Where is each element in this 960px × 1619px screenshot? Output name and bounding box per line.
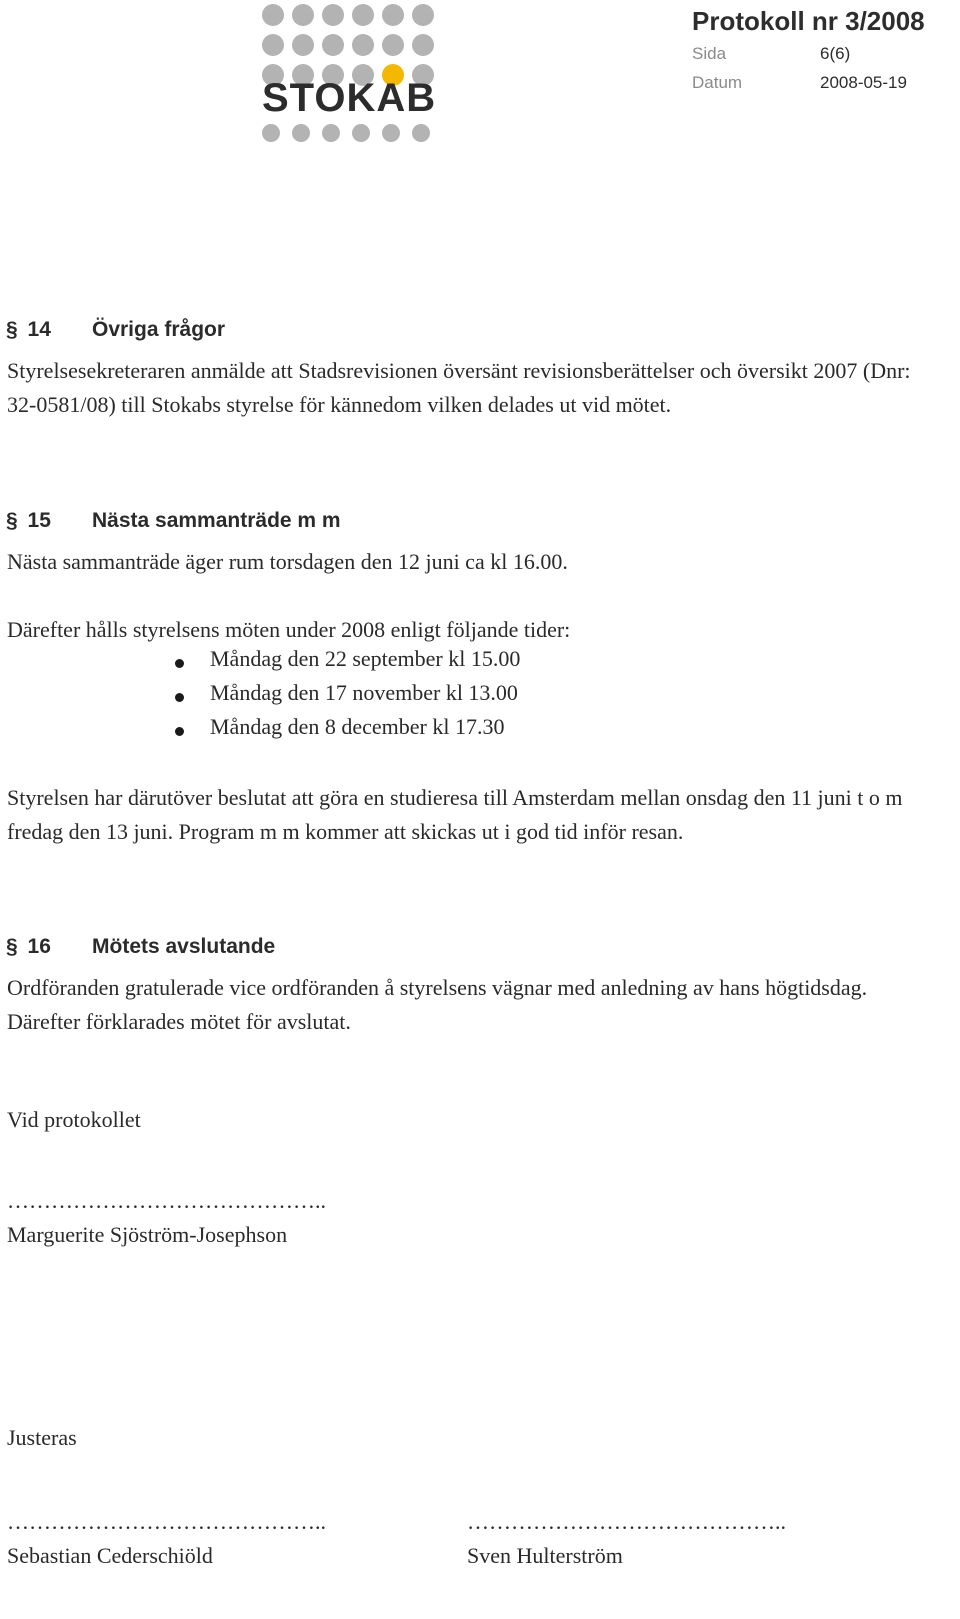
signature-line: …………………………………….. <box>467 1509 786 1534</box>
logo-dot <box>382 34 404 56</box>
adjusters-label: Justeras <box>7 1425 77 1450</box>
bullet-dot <box>175 727 184 736</box>
section-heading <box>6 509 341 533</box>
logo-dot <box>262 4 284 26</box>
section-number: 16 <box>27 935 51 958</box>
list-item: Måndag den 22 september kl 15.00 <box>210 646 521 671</box>
section-paragraph: Styrelsen har därutöver beslutat att göra en studieresa till Amsterdam mellan onsdag den 11 juni t o m fredag den 13 juni. Program m m kommer att skickas ut i god tid inför resan. <box>7 785 903 844</box>
section-paragraph: Därefter hålls styrelsens möten under 2008 enligt följande tider: <box>7 617 571 642</box>
secretary-name: Marguerite Sjöström-Josephson <box>7 1222 288 1247</box>
logo-dot <box>412 4 434 26</box>
logo-dot <box>352 34 374 56</box>
logo-dot <box>262 34 284 56</box>
section-symbol: § <box>6 509 18 532</box>
logo-dot <box>412 34 434 56</box>
section-symbol: § <box>6 935 18 958</box>
signature-line: …………………………………….. <box>7 1509 326 1534</box>
section-title: Nästa sammanträde m m <box>92 509 341 532</box>
section-title: Mötets avslutande <box>92 935 276 958</box>
logo-dot <box>292 4 314 26</box>
section-number: 15 <box>27 509 51 532</box>
logo-wordmark: STOKAB <box>262 76 437 120</box>
logo-dot <box>322 34 344 56</box>
date-label: Datum <box>692 73 743 92</box>
logo-dot <box>262 124 280 142</box>
adjuster-name: Sven Hulterström <box>467 1543 623 1568</box>
bullet-dot <box>175 659 184 668</box>
section-heading <box>6 935 276 959</box>
logo-dot <box>352 124 370 142</box>
section-heading <box>6 318 226 342</box>
date-value: 2008-05-19 <box>820 73 907 92</box>
signature-line: …………………………………….. <box>7 1188 326 1213</box>
logo-dot <box>382 4 404 26</box>
section-paragraph: Nästa sammanträde äger rum torsdagen den 12 juni ca kl 16.00. <box>7 549 568 574</box>
logo-dot <box>292 124 310 142</box>
section-number: 14 <box>27 318 51 341</box>
page-value: 6(6) <box>820 44 851 63</box>
list-item: Måndag den 17 november kl 13.00 <box>210 680 518 705</box>
page-label: Sida <box>692 44 727 63</box>
stokab-logo <box>262 4 437 144</box>
section-paragraph: Styrelsesekreteraren anmälde att Stadsrevisionen översänt revisionsberättelser och översikt 2007 (Dnr: 32-0581/08) till Stokabs styrelse för kännedom vilken delades ut vid mötet. <box>7 358 911 417</box>
list-item: Måndag den 8 december kl 17.30 <box>210 714 505 739</box>
logo-dot <box>322 4 344 26</box>
logo-dot <box>382 124 400 142</box>
logo-dot <box>412 124 430 142</box>
logo-dot <box>322 124 340 142</box>
protocol-label: Vid protokollet <box>7 1107 141 1132</box>
adjuster-name: Sebastian Cederschiöld <box>7 1543 213 1568</box>
bullet-dot <box>175 693 184 702</box>
document-title: Protokoll nr 3/2008 <box>692 6 925 36</box>
logo-dot <box>352 4 374 26</box>
section-symbol: § <box>6 318 18 341</box>
section-title: Övriga frågor <box>92 318 226 341</box>
section-paragraph: Ordföranden gratulerade vice ordföranden å styrelsens vägnar med anledning av hans högtidsdag. Därefter förklarades mötet för avslutat. <box>7 975 868 1034</box>
logo-dot <box>292 34 314 56</box>
